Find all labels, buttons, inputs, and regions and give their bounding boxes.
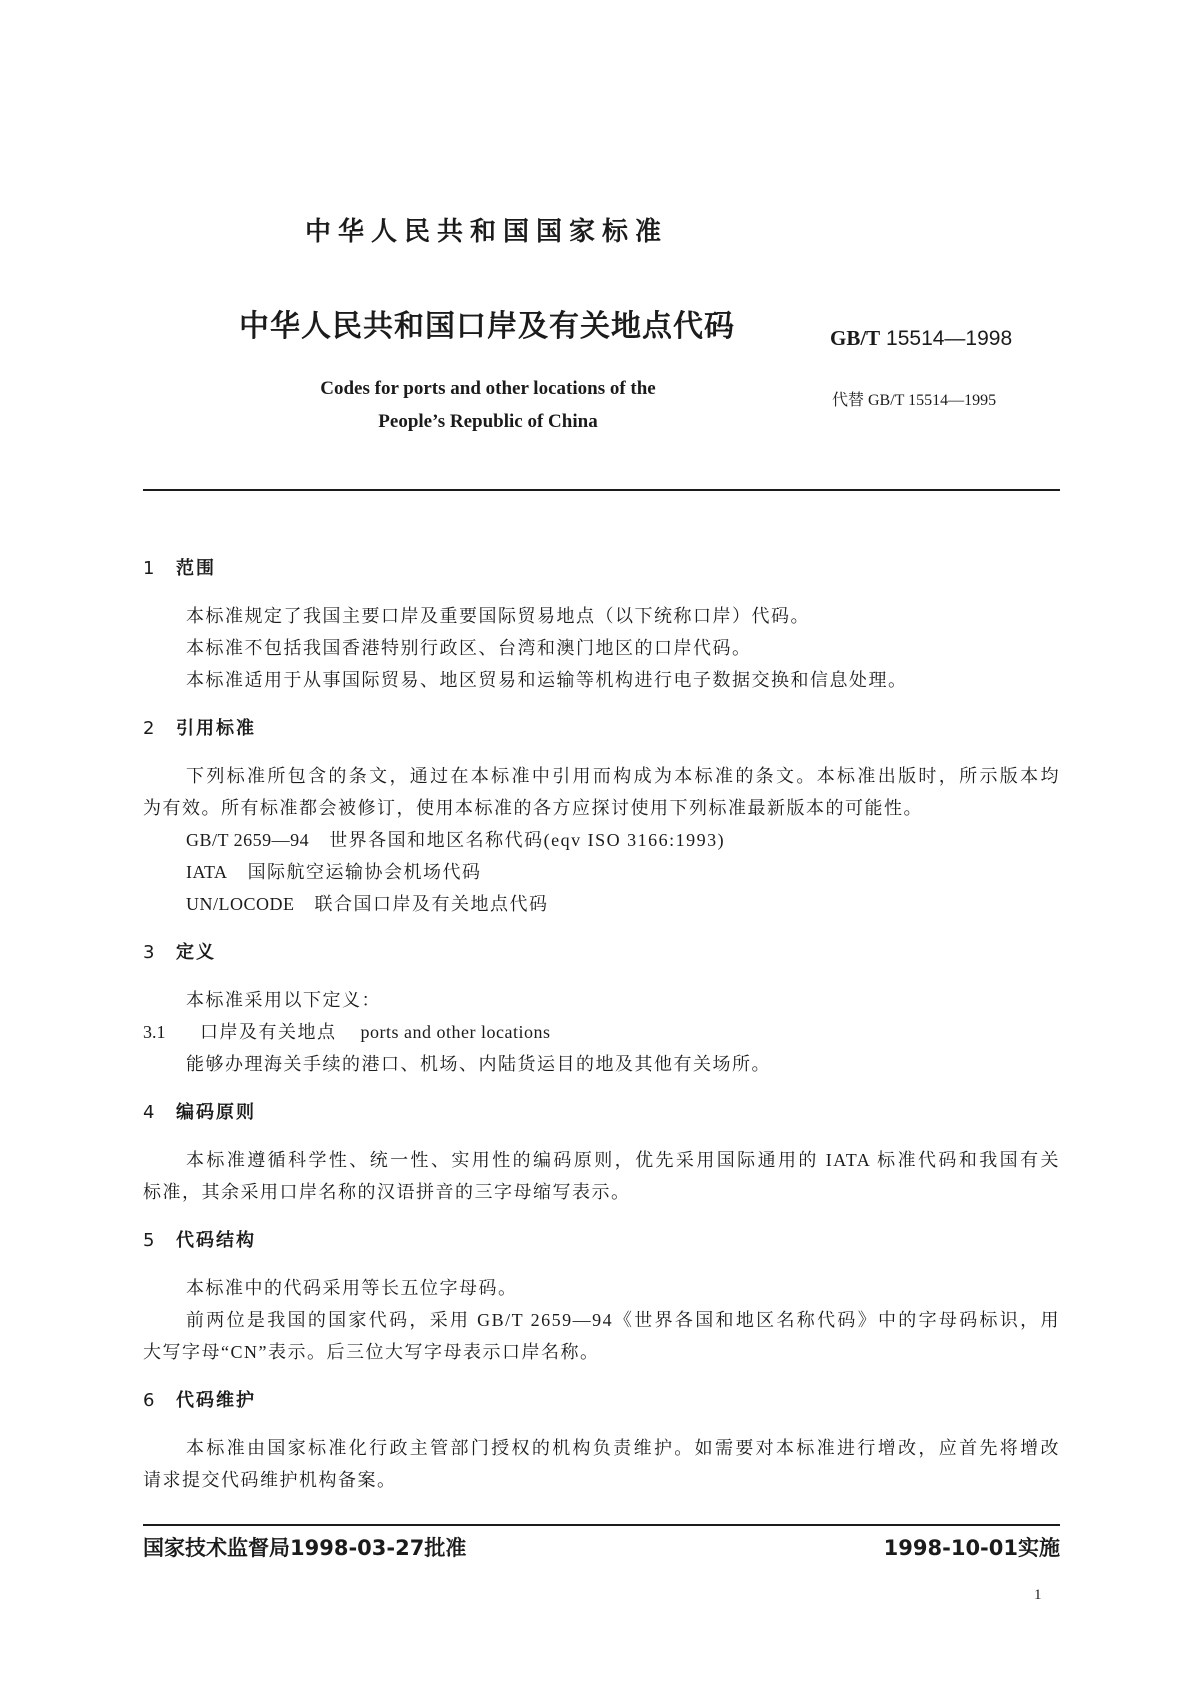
standard-number [830, 325, 1012, 352]
section-title: 代码维护 [176, 1390, 256, 1411]
section-number: 3 [143, 942, 155, 963]
section-title: 定义 [176, 942, 216, 963]
paragraph-line: 本标准规定了我国主要口岸及重要国际贸易地点（以下统称口岸）代码。 [186, 606, 810, 626]
reference-item [143, 824, 1060, 856]
replaces-standard: 代替 GB/T 15514—1995 [832, 392, 997, 409]
section-heading [143, 553, 1060, 585]
approval-date: 国家技术监督局1998-03-27批准 [143, 1536, 467, 1560]
section-number: 6 [143, 1390, 155, 1411]
reference-code: IATA [186, 862, 228, 882]
section-heading [143, 1097, 1060, 1129]
definition-number: 3.1 [143, 1022, 166, 1042]
section-heading [143, 713, 1060, 745]
document-title-chinese: 中华人民共和国口岸及有关地点代码 [239, 309, 735, 344]
implementation-date: 1998-10-01实施 [883, 1536, 1060, 1560]
paragraph-line: 本标准采用以下定义： [186, 990, 381, 1010]
definition-term-english: ports and other locations [360, 1022, 551, 1042]
section-heading [143, 937, 1060, 969]
section-number: 4 [143, 1102, 155, 1123]
standard-number-value: 15514—1998 [886, 327, 1013, 350]
header-divider [143, 489, 1060, 491]
standard-number-prefix: GB/T [830, 326, 881, 350]
paragraph-line: 本标准由国家标准化行政主管部门授权的机构负责维护。如需要对本标准进行增改，应首先将增改 [186, 1438, 1060, 1458]
section-title: 引用标准 [176, 718, 256, 739]
section-number: 5 [143, 1230, 155, 1251]
page-number: 1 [1034, 1587, 1042, 1603]
paragraph-line: 请求提交代码维护机构备案。 [143, 1470, 397, 1490]
reference-code: UN/LOCODE [186, 894, 295, 914]
paragraph-line: 大写字母“CN”表示。后三位大写字母表示口岸名称。 [143, 1342, 600, 1362]
section-title: 代码结构 [176, 1230, 256, 1251]
reference-code: GB/T 2659—94 [186, 830, 310, 850]
standard-type-heading: 中华人民共和国国家标准 [305, 217, 669, 247]
paragraph-line: 本标准适用于从事国际贸易、地区贸易和运输等机构进行电子数据交换和信息处理。 [186, 670, 908, 690]
paragraph-line: 前两位是我国的国家代码，采用 GB/T 2659—94《世界各国和地区名称代码》中的字母码标识，用 [186, 1310, 1060, 1330]
definition-description: 能够办理海关手续的港口、机场、内陆货运目的地及其他有关场所。 [186, 1054, 771, 1074]
section-title: 编码原则 [176, 1102, 256, 1123]
paragraph-line: 本标准不包括我国香港特别行政区、台湾和澳门地区的口岸代码。 [186, 638, 752, 658]
section-title: 范围 [176, 558, 216, 579]
reference-item [143, 888, 1060, 920]
definition-term [143, 1016, 1060, 1048]
section-number: 2 [143, 718, 155, 739]
document-body [143, 553, 1060, 1496]
paragraph-line: 下列标准所包含的条文，通过在本标准中引用而构成为本标准的条文。本标准出版时，所示版本均 [186, 766, 1060, 786]
paragraph-line: 为有效。所有标准都会被修订，使用本标准的各方应探讨使用下列标准最新版本的可能性。 [143, 798, 923, 818]
document-title-english [240, 372, 736, 438]
reference-name: 联合国口岸及有关地点代码 [314, 894, 549, 914]
section-number: 1 [143, 558, 155, 579]
paragraph-line: 标准，其余采用口岸名称的汉语拼音的三字母缩写表示。 [143, 1182, 631, 1202]
reference-name: 世界各国和地区名称代码(eqv ISO 3166:1993) [329, 830, 726, 850]
title-english-line: People’s Republic of China [378, 411, 598, 432]
paragraph-line: 本标准遵循科学性、统一性、实用性的编码原则，优先采用国际通用的 IATA 标准代码和我国有关 [186, 1150, 1060, 1170]
section-heading [143, 1385, 1060, 1417]
reference-name: 国际航空运输协会机场代码 [247, 862, 482, 882]
title-english-line: Codes for ports and other locations of the [320, 378, 656, 399]
definition-term-chinese: 口岸及有关地点 [200, 1022, 337, 1042]
paragraph-line: 本标准中的代码采用等长五位字母码。 [186, 1278, 518, 1298]
section-heading [143, 1225, 1060, 1257]
reference-item [143, 856, 1060, 888]
footer-divider [143, 1524, 1060, 1526]
